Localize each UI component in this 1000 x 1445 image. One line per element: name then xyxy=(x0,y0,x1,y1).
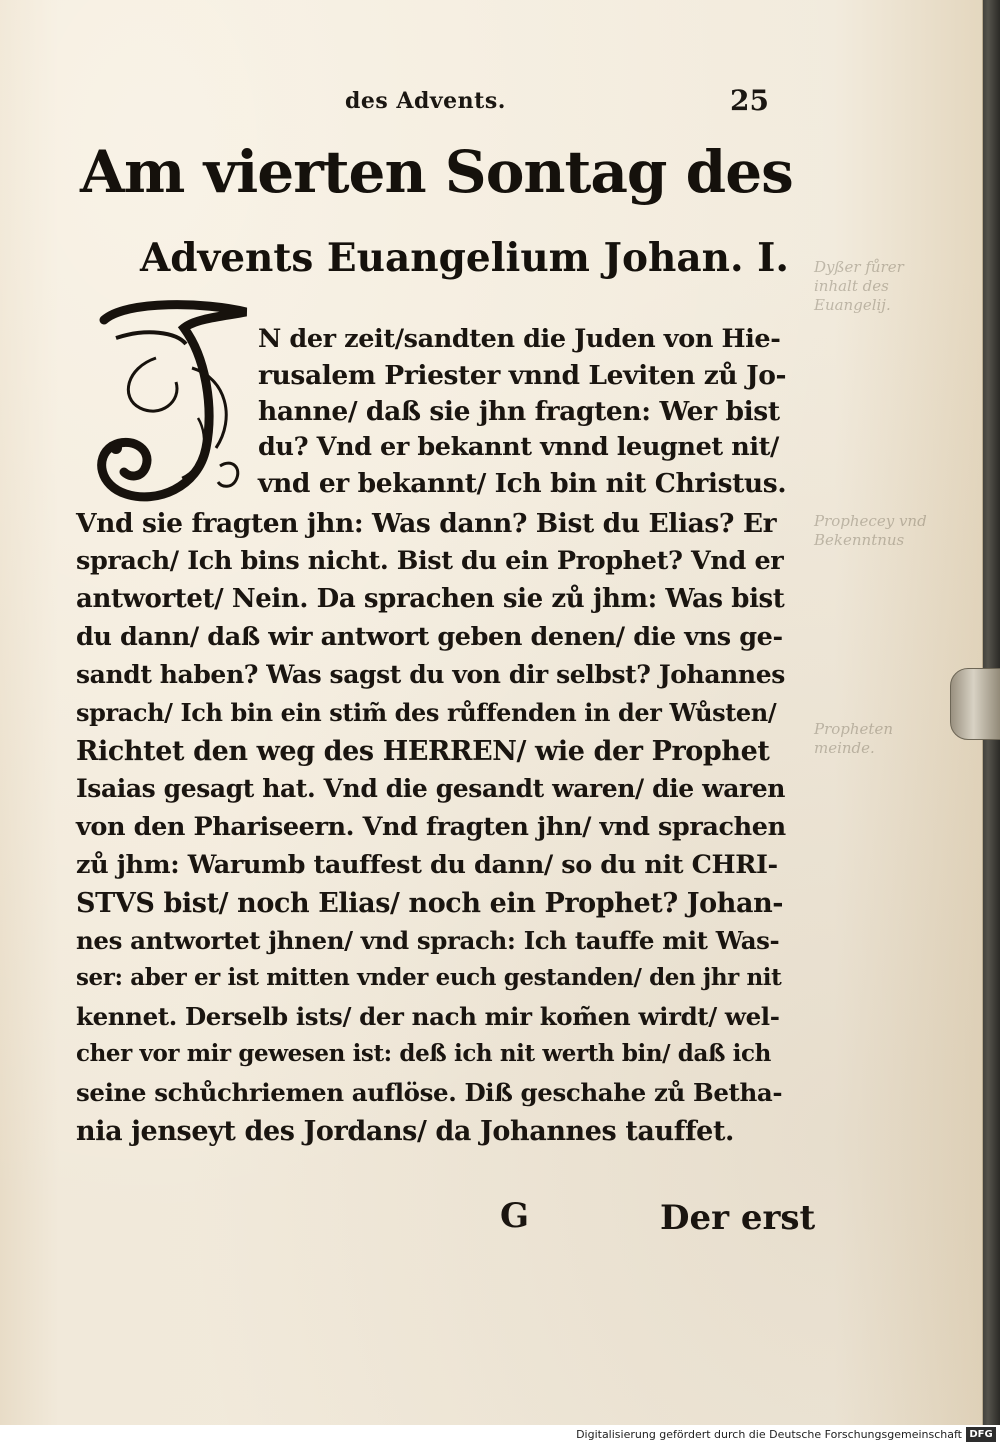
text-line: cher vor mir gewesen ist: deß ich nit werth bin/ daß ich xyxy=(76,1040,771,1067)
text-line: seine schůchriemen auflöse. Diß geschahe zů Betha- xyxy=(76,1078,783,1107)
text-line: ser: aber er ist mitten vnder euch gestanden/ den jhr nit xyxy=(76,964,782,991)
text-line: N der zeit/sandten die Juden von Hie- xyxy=(258,324,781,354)
text-line: antwortet/ Nein. Da sprachen sie zů jhm: Was bist xyxy=(76,584,785,614)
text-line: du dann/ daß wir antwort geben denen/ die vns ge- xyxy=(76,622,783,652)
bleed-line: Propheten xyxy=(814,720,893,738)
text-line: du? Vnd er bekannt vnnd leugnet nit/ xyxy=(258,432,779,462)
signature-mark: G xyxy=(500,1196,530,1236)
text-line: Isaias gesagt hat. Vnd die gesandt waren/ die waren xyxy=(76,774,786,803)
text-line: STVS bist/ noch Elias/ noch ein Prophet? Johan- xyxy=(76,888,784,919)
bleed-line: meinde. xyxy=(814,739,875,757)
credit-text: Digitalisierung gefördert durch die Deutsche Forschungsgemeinschaft xyxy=(576,1428,962,1441)
text-line: hanne/ daß sie jhn fragten: Wer bist xyxy=(258,396,780,427)
text-line: kennet. Derselb ists/ der nach mir kom̃en wirdt/ wel- xyxy=(76,1002,780,1031)
bleed-line: Bekenntnus xyxy=(814,531,905,549)
bleed-line: inhalt des xyxy=(814,277,889,295)
text-line: Richtet den weg des HERREN/ wie der Prophet xyxy=(76,736,770,767)
decorated-initial-icon xyxy=(86,298,258,508)
bleed-line: Dyßer fůrer xyxy=(814,258,904,276)
chapter-subtitle: Advents Euangelium Johan. I. xyxy=(140,235,789,281)
page-number: 25 xyxy=(730,84,769,117)
digitization-credit-bar xyxy=(0,1425,1000,1445)
text-line: sprach/ Ich bins nicht. Bist du ein Prophet? Vnd er xyxy=(76,546,784,576)
text-line: nia jenseyt des Jordans/ da Johannes tauffet. xyxy=(76,1116,735,1147)
bleed-through-note-3 xyxy=(814,720,964,758)
running-head xyxy=(0,84,982,124)
text-line: vnd er bekannt/ Ich bin nit Christus. xyxy=(258,468,787,499)
running-head-text: des Advents. xyxy=(345,88,506,114)
chapter-title: Am vierten Sontag des xyxy=(80,138,793,206)
page-tab-clip xyxy=(950,668,1000,740)
text-line: nes antwortet jhnen/ vnd sprach: Ich tauffe mit Was- xyxy=(76,926,780,955)
text-line: sandt haben? Was sagst du von dir selbst? Johannes xyxy=(76,660,785,689)
bleed-through-note-1 xyxy=(814,258,964,315)
text-line: Vnd sie fragten jhn: Was dann? Bist du Elias? Er xyxy=(76,508,777,539)
bleed-line: Prophecey vnd xyxy=(814,512,927,530)
bleed-through-note-2 xyxy=(814,512,964,550)
dfg-logo-icon: DFG xyxy=(966,1427,996,1442)
text-line: von den Phariseern. Vnd fragten jhn/ vnd sprachen xyxy=(76,812,786,842)
text-line: sprach/ Ich bin ein stim̃ des růffenden in der Wůsten/ xyxy=(76,698,777,727)
bleed-line: Euangelij. xyxy=(814,296,891,314)
text-line: rusalem Priester vnnd Leviten zů Jo- xyxy=(258,360,787,391)
text-line: zů jhm: Warumb tauffest du dann/ so du nit CHRI- xyxy=(76,850,778,880)
catchword: Der erst xyxy=(660,1198,816,1238)
